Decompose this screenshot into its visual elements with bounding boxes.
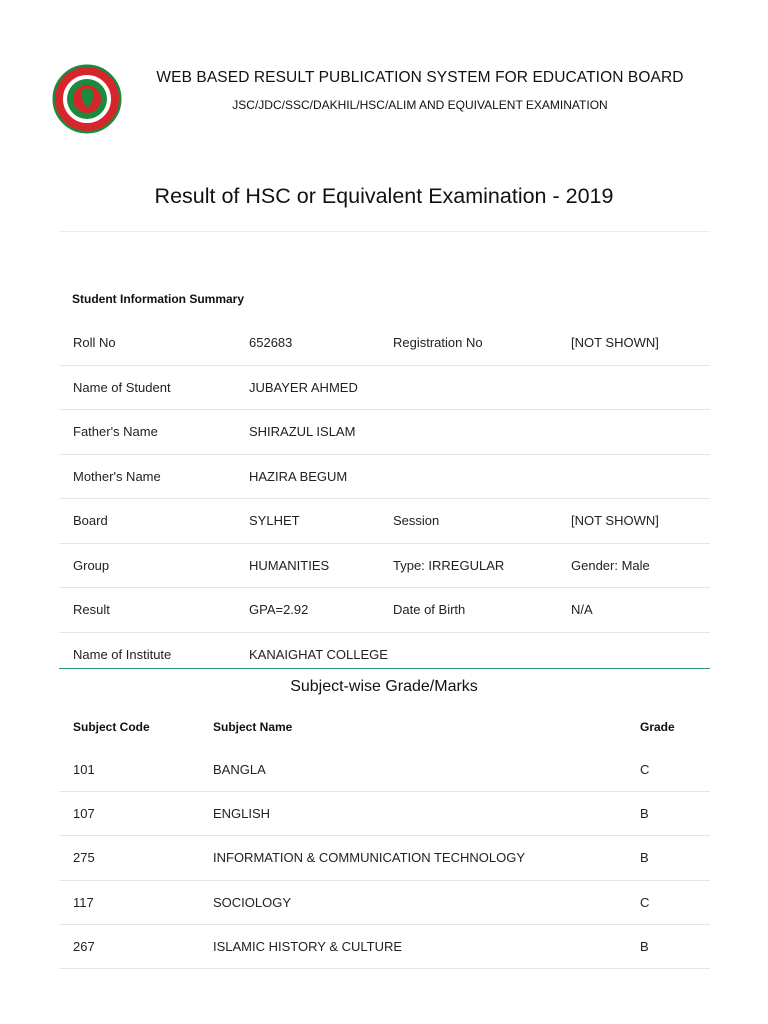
info-label: Group [73,557,110,573]
subject-name: BANGLA [213,762,266,777]
info-label: Roll No [73,335,116,350]
student-info-heading: Student Information Summary [72,292,245,306]
subject-name: ENGLISH [213,806,271,822]
info-row-institute [59,633,710,677]
subject-grade: C [640,894,650,910]
info-label: Name of Institute [73,646,172,662]
subject-name: ISLAMIC HISTORY & CULTURE [213,938,403,954]
svg-text:★ ★: ★ ★ [81,119,93,125]
info-label: Date of Birth [393,602,466,617]
subject-name: SOCIOLOGY [213,894,292,910]
section-divider [59,668,710,669]
subject-name: INFORMATION & COMMUNICATION TECHNOLOGY [213,850,526,866]
info-label: Father's Name [73,424,158,439]
column-header-grade: Grade [640,720,675,734]
info-value: KANAIGHAT COLLEGE [249,646,388,662]
info-row-mother [59,455,710,500]
info-row-name [59,366,710,411]
info-value: SYLHET [249,513,300,528]
column-header-name: Subject Name [213,720,293,734]
subjects-table [59,705,710,969]
info-value: 652683 [249,335,293,350]
info-row-board [59,499,710,544]
info-row-group [59,544,710,589]
info-row-result [59,588,710,633]
table-row [59,748,710,792]
info-value: HAZIRA BEGUM [249,468,348,484]
info-value: SHIRAZUL ISLAM [249,424,356,439]
subject-code: 117 [73,894,94,910]
subject-code: 101 [73,762,95,777]
subjects-table-header [59,705,710,748]
site-subtitle: JSC/JDC/SSC/DAKHIL/HSC/ALIM AND EQUIVALENT EXAMINATION [232,98,608,112]
subject-grade: B [640,850,649,866]
info-label: Name of Student [73,379,171,395]
info-value: [NOT SHOWN] [571,513,659,528]
subject-code: 107 [73,806,95,822]
info-value: JUBAYER AHMED [249,379,358,395]
info-value: GPA=2.92 [249,602,309,617]
table-row [59,881,710,925]
site-title: WEB BASED RESULT PUBLICATION SYSTEM FOR EDUCATION BOARD [156,69,684,86]
info-value: Gender: Male [571,557,650,573]
subject-code: 275 [73,850,95,866]
info-value: N/A [571,602,593,617]
info-label: Registration No [393,335,483,350]
info-label: Board [73,513,108,528]
subject-code: 267 [73,938,95,954]
table-row [59,836,710,880]
info-row-father [59,410,710,455]
subjects-heading: Subject-wise Grade/Marks [290,678,478,695]
column-header-code: Subject Code [73,720,150,734]
table-row [59,792,710,836]
subject-grade: B [640,806,649,822]
info-label: Mother's Name [73,468,161,484]
divider [59,231,710,232]
info-value: [NOT SHOWN] [571,335,659,350]
info-row-roll [59,321,710,366]
table-row [59,925,710,969]
info-value: HUMANITIES [249,557,330,573]
subject-grade: C [640,762,650,777]
student-info-table [59,321,710,676]
subject-grade: B [640,938,649,954]
page-header [0,0,768,140]
info-value: Type: IRREGULAR [393,557,505,573]
info-label: Result [73,602,110,617]
government-seal-icon [52,64,122,134]
info-label: Session [393,513,440,528]
page-title: Result of HSC or Equivalent Examination - 2019 [154,184,614,208]
